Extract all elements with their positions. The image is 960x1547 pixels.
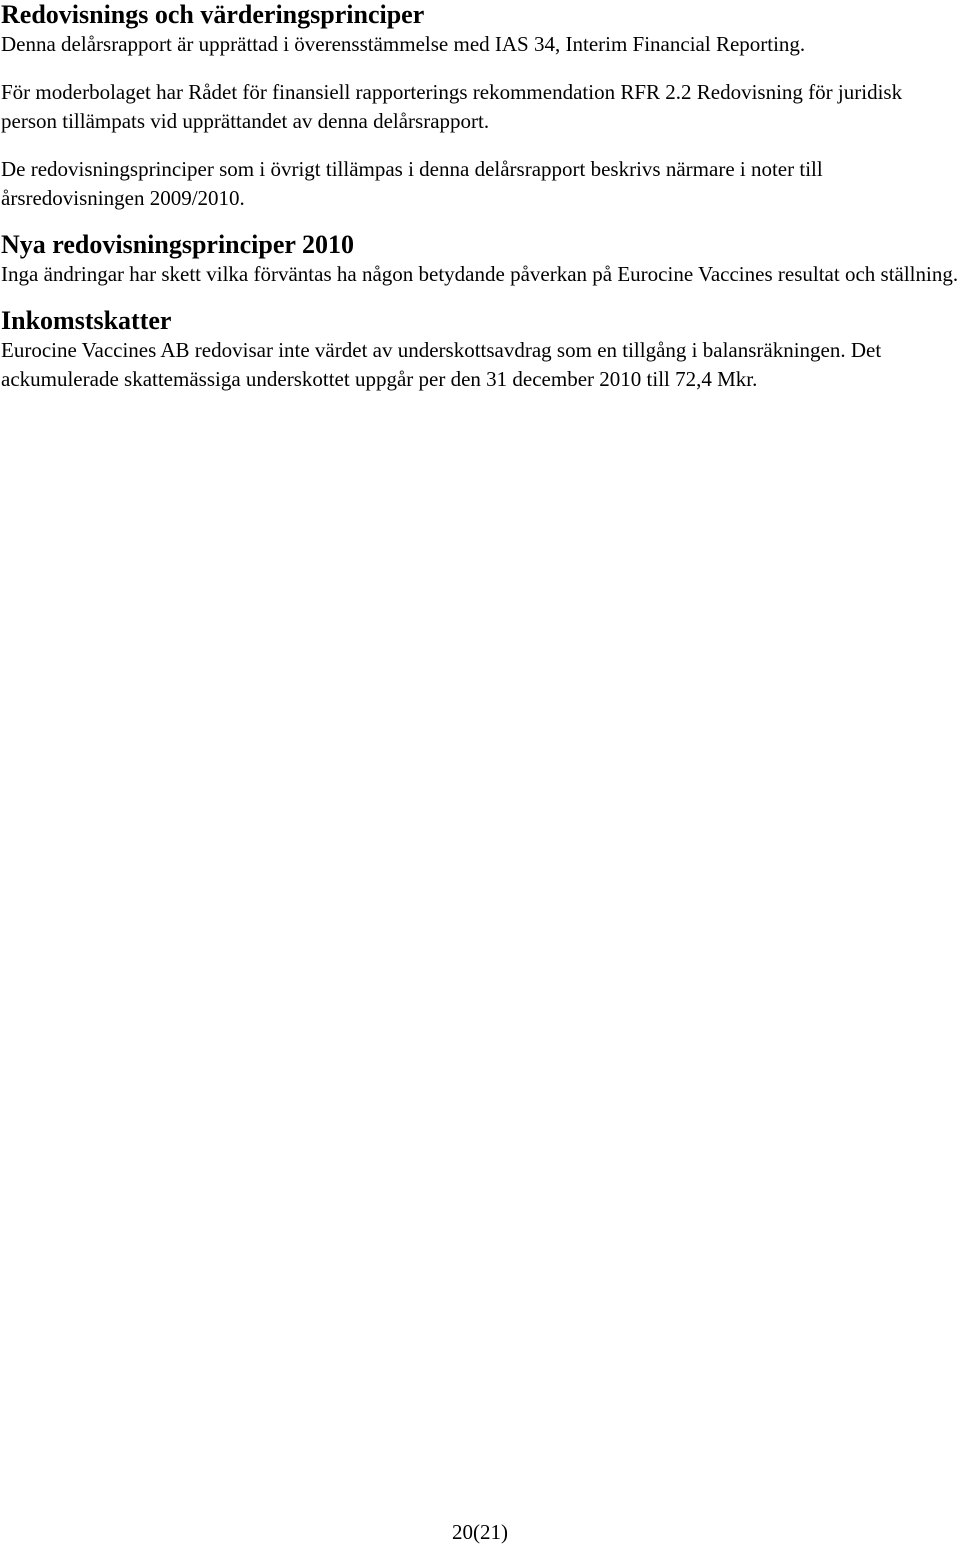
paragraph-tax-losses: Eurocine Vaccines AB redovisar inte värdet av underskottsavdrag som en tillgång i balansräkningen. Det ackumulerade skattemässiga underskottet uppgår per den 31 december 2010 till 72,4 Mkr. — [1, 338, 882, 391]
paragraph-other-principles: De redovisningsprinciper som i övrigt tillämpas i denna delårsrapport beskrivs närmare i noter till årsredovisningen 2009/2010. — [1, 157, 823, 210]
paragraph-ias34: Denna delårsrapport är upprättad i överensstämmelse med IAS 34, Interim Financial Reporting. — [1, 32, 806, 56]
document-body — [1, 0, 959, 394]
section-heading-new-principles: Nya redovisningsprinciper 2010 — [1, 230, 354, 259]
paragraph-rfr: För moderbolaget har Rådet för finansiell rapporterings rekommendation RFR 2.2 Redovisning för juridisk person tillämpats vid upprättandet av denna delårsrapport. — [1, 80, 903, 133]
paragraph-no-changes: Inga ändringar har skett vilka förväntas ha någon betydande påverkan på Eurocine Vaccines resultat och ställning. — [1, 262, 959, 286]
section-heading-income-taxes: Inkomstskatter — [1, 306, 172, 335]
page-number: 20(21) — [452, 1520, 508, 1544]
section-heading-accounting-principles: Redovisnings och värderingsprinciper — [1, 0, 425, 29]
